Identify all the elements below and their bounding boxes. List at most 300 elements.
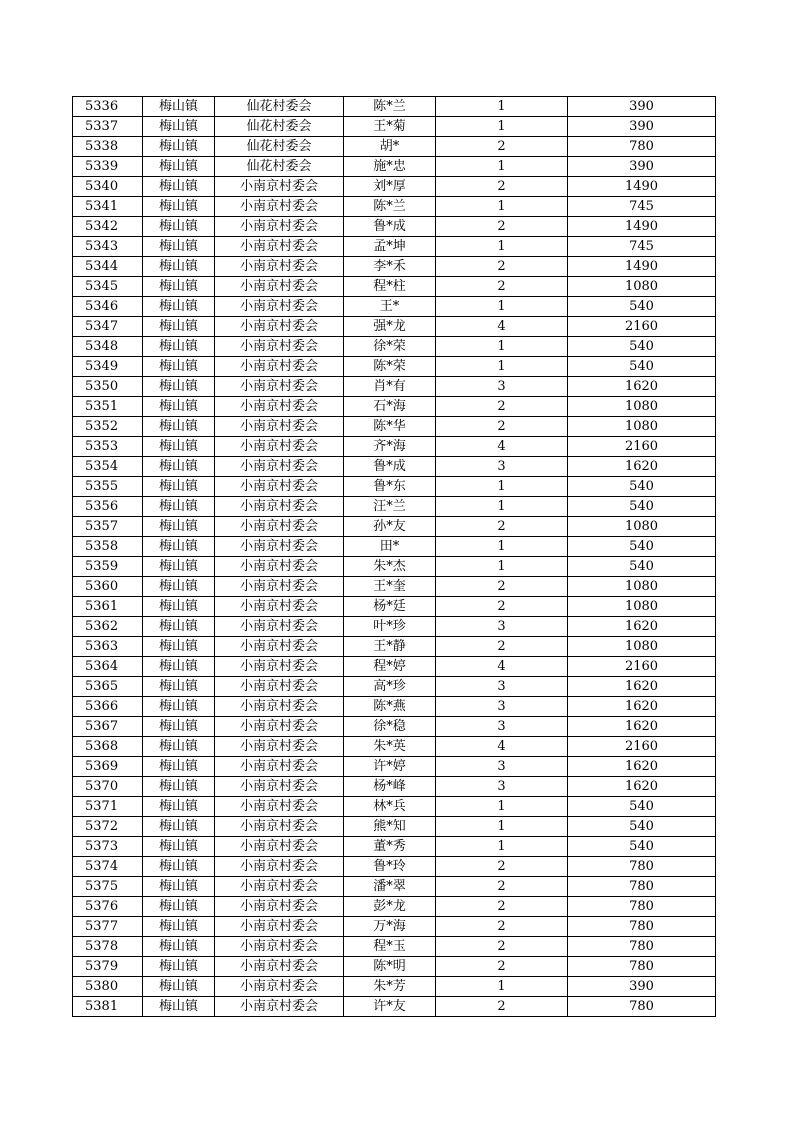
amount-cell: 2160 <box>568 317 716 337</box>
amount-cell: 2160 <box>568 437 716 457</box>
name-cell: 陈*明 <box>344 957 436 977</box>
household-count-cell: 2 <box>436 997 568 1017</box>
table-row <box>73 737 716 757</box>
village-committee-cell: 小南京村委会 <box>215 937 344 957</box>
town-cell: 梅山镇 <box>143 657 215 677</box>
village-committee-cell: 小南京村委会 <box>215 377 344 397</box>
town-cell: 梅山镇 <box>143 297 215 317</box>
name-cell: 程*玉 <box>344 937 436 957</box>
household-count-cell: 4 <box>436 317 568 337</box>
row-number-cell: 5340 <box>73 177 143 197</box>
village-committee-cell: 仙花村委会 <box>215 157 344 177</box>
amount-cell: 540 <box>568 337 716 357</box>
table-row <box>73 857 716 877</box>
village-committee-cell: 小南京村委会 <box>215 257 344 277</box>
town-cell: 梅山镇 <box>143 217 215 237</box>
village-committee-cell: 小南京村委会 <box>215 897 344 917</box>
table-row <box>73 437 716 457</box>
town-cell: 梅山镇 <box>143 417 215 437</box>
town-cell: 梅山镇 <box>143 377 215 397</box>
row-number-cell: 5354 <box>73 457 143 477</box>
village-committee-cell: 小南京村委会 <box>215 877 344 897</box>
row-number-cell: 5341 <box>73 197 143 217</box>
table-row <box>73 397 716 417</box>
table-row <box>73 777 716 797</box>
amount-cell: 780 <box>568 997 716 1017</box>
village-committee-cell: 小南京村委会 <box>215 317 344 337</box>
row-number-cell: 5367 <box>73 717 143 737</box>
village-committee-cell: 仙花村委会 <box>215 97 344 117</box>
name-cell: 叶*珍 <box>344 617 436 637</box>
name-cell: 徐*荣 <box>344 337 436 357</box>
amount-cell: 780 <box>568 957 716 977</box>
name-cell: 陈*华 <box>344 417 436 437</box>
row-number-cell: 5381 <box>73 997 143 1017</box>
village-committee-cell: 仙花村委会 <box>215 137 344 157</box>
name-cell: 熊*知 <box>344 817 436 837</box>
village-committee-cell: 小南京村委会 <box>215 177 344 197</box>
town-cell: 梅山镇 <box>143 257 215 277</box>
village-committee-cell: 小南京村委会 <box>215 617 344 637</box>
household-count-cell: 1 <box>436 297 568 317</box>
table-row <box>73 477 716 497</box>
village-committee-cell: 小南京村委会 <box>215 337 344 357</box>
name-cell: 刘*厚 <box>344 177 436 197</box>
amount-cell: 540 <box>568 557 716 577</box>
row-number-cell: 5362 <box>73 617 143 637</box>
household-count-cell: 3 <box>436 677 568 697</box>
amount-cell: 1080 <box>568 277 716 297</box>
village-committee-cell: 小南京村委会 <box>215 697 344 717</box>
household-count-cell: 1 <box>436 357 568 377</box>
table-row <box>73 497 716 517</box>
table-row <box>73 157 716 177</box>
town-cell: 梅山镇 <box>143 597 215 617</box>
town-cell: 梅山镇 <box>143 437 215 457</box>
town-cell: 梅山镇 <box>143 617 215 637</box>
village-committee-cell: 小南京村委会 <box>215 537 344 557</box>
household-count-cell: 1 <box>436 497 568 517</box>
row-number-cell: 5358 <box>73 537 143 557</box>
village-committee-cell: 小南京村委会 <box>215 677 344 697</box>
row-number-cell: 5339 <box>73 157 143 177</box>
name-cell: 高*珍 <box>344 677 436 697</box>
amount-cell: 780 <box>568 857 716 877</box>
table-row <box>73 597 716 617</box>
row-number-cell: 5372 <box>73 817 143 837</box>
household-count-cell: 4 <box>436 437 568 457</box>
household-count-cell: 1 <box>436 237 568 257</box>
town-cell: 梅山镇 <box>143 817 215 837</box>
table-row <box>73 357 716 377</box>
household-count-cell: 1 <box>436 97 568 117</box>
amount-cell: 1080 <box>568 417 716 437</box>
name-cell: 陈*燕 <box>344 697 436 717</box>
amount-cell: 1620 <box>568 777 716 797</box>
amount-cell: 540 <box>568 797 716 817</box>
household-count-cell: 4 <box>436 657 568 677</box>
data-table <box>72 96 716 1017</box>
name-cell: 孙*友 <box>344 517 436 537</box>
household-count-cell: 2 <box>436 177 568 197</box>
amount-cell: 1620 <box>568 617 716 637</box>
amount-cell: 1490 <box>568 177 716 197</box>
town-cell: 梅山镇 <box>143 97 215 117</box>
town-cell: 梅山镇 <box>143 457 215 477</box>
row-number-cell: 5346 <box>73 297 143 317</box>
town-cell: 梅山镇 <box>143 177 215 197</box>
amount-cell: 390 <box>568 97 716 117</box>
row-number-cell: 5355 <box>73 477 143 497</box>
amount-cell: 540 <box>568 297 716 317</box>
table-row <box>73 277 716 297</box>
row-number-cell: 5378 <box>73 937 143 957</box>
household-count-cell: 2 <box>436 277 568 297</box>
household-count-cell: 3 <box>436 377 568 397</box>
name-cell: 杨*廷 <box>344 597 436 617</box>
household-count-cell: 3 <box>436 777 568 797</box>
town-cell: 梅山镇 <box>143 557 215 577</box>
household-count-cell: 3 <box>436 697 568 717</box>
household-count-cell: 2 <box>436 637 568 657</box>
amount-cell: 540 <box>568 817 716 837</box>
row-number-cell: 5368 <box>73 737 143 757</box>
household-count-cell: 3 <box>436 757 568 777</box>
name-cell: 杨*峰 <box>344 777 436 797</box>
row-number-cell: 5356 <box>73 497 143 517</box>
town-cell: 梅山镇 <box>143 497 215 517</box>
table-row <box>73 897 716 917</box>
village-committee-cell: 小南京村委会 <box>215 737 344 757</box>
household-count-cell: 2 <box>436 917 568 937</box>
amount-cell: 540 <box>568 357 716 377</box>
town-cell: 梅山镇 <box>143 117 215 137</box>
household-count-cell: 2 <box>436 217 568 237</box>
row-number-cell: 5349 <box>73 357 143 377</box>
table-row <box>73 657 716 677</box>
row-number-cell: 5365 <box>73 677 143 697</box>
household-count-cell: 3 <box>436 457 568 477</box>
village-committee-cell: 小南京村委会 <box>215 477 344 497</box>
household-count-cell: 3 <box>436 617 568 637</box>
table-row <box>73 997 716 1017</box>
village-committee-cell: 小南京村委会 <box>215 217 344 237</box>
town-cell: 梅山镇 <box>143 477 215 497</box>
table-row <box>73 137 716 157</box>
table-row <box>73 297 716 317</box>
town-cell: 梅山镇 <box>143 157 215 177</box>
village-committee-cell: 小南京村委会 <box>215 657 344 677</box>
amount-cell: 1490 <box>568 217 716 237</box>
table-row <box>73 457 716 477</box>
town-cell: 梅山镇 <box>143 797 215 817</box>
row-number-cell: 5369 <box>73 757 143 777</box>
table-row <box>73 617 716 637</box>
name-cell: 鲁*成 <box>344 457 436 477</box>
town-cell: 梅山镇 <box>143 957 215 977</box>
table-row <box>73 697 716 717</box>
household-count-cell: 3 <box>436 717 568 737</box>
name-cell: 李*禾 <box>344 257 436 277</box>
table-row <box>73 817 716 837</box>
name-cell: 董*秀 <box>344 837 436 857</box>
table-row <box>73 517 716 537</box>
amount-cell: 540 <box>568 837 716 857</box>
village-committee-cell: 小南京村委会 <box>215 717 344 737</box>
household-count-cell: 1 <box>436 117 568 137</box>
amount-cell: 1620 <box>568 377 716 397</box>
row-number-cell: 5337 <box>73 117 143 137</box>
amount-cell: 780 <box>568 937 716 957</box>
amount-cell: 540 <box>568 477 716 497</box>
table-row <box>73 637 716 657</box>
village-committee-cell: 小南京村委会 <box>215 237 344 257</box>
village-committee-cell: 小南京村委会 <box>215 957 344 977</box>
table-row <box>73 317 716 337</box>
name-cell: 汪*兰 <box>344 497 436 517</box>
table-row <box>73 877 716 897</box>
name-cell: 强*龙 <box>344 317 436 337</box>
row-number-cell: 5371 <box>73 797 143 817</box>
name-cell: 胡* <box>344 137 436 157</box>
name-cell: 王*静 <box>344 637 436 657</box>
table-row <box>73 797 716 817</box>
town-cell: 梅山镇 <box>143 677 215 697</box>
town-cell: 梅山镇 <box>143 637 215 657</box>
town-cell: 梅山镇 <box>143 737 215 757</box>
name-cell: 王*奎 <box>344 577 436 597</box>
town-cell: 梅山镇 <box>143 997 215 1017</box>
town-cell: 梅山镇 <box>143 537 215 557</box>
town-cell: 梅山镇 <box>143 397 215 417</box>
table-row <box>73 837 716 857</box>
amount-cell: 1080 <box>568 637 716 657</box>
amount-cell: 1620 <box>568 757 716 777</box>
name-cell: 田* <box>344 537 436 557</box>
household-count-cell: 2 <box>436 957 568 977</box>
name-cell: 朱*芳 <box>344 977 436 997</box>
village-committee-cell: 小南京村委会 <box>215 777 344 797</box>
row-number-cell: 5352 <box>73 417 143 437</box>
table-row <box>73 577 716 597</box>
town-cell: 梅山镇 <box>143 777 215 797</box>
amount-cell: 390 <box>568 157 716 177</box>
name-cell: 朱*英 <box>344 737 436 757</box>
amount-cell: 1620 <box>568 717 716 737</box>
village-committee-cell: 小南京村委会 <box>215 577 344 597</box>
amount-cell: 780 <box>568 137 716 157</box>
table-row <box>73 417 716 437</box>
name-cell: 程*婷 <box>344 657 436 677</box>
amount-cell: 1080 <box>568 577 716 597</box>
village-committee-cell: 小南京村委会 <box>215 417 344 437</box>
town-cell: 梅山镇 <box>143 977 215 997</box>
table-body <box>73 97 716 1017</box>
row-number-cell: 5344 <box>73 257 143 277</box>
row-number-cell: 5379 <box>73 957 143 977</box>
town-cell: 梅山镇 <box>143 517 215 537</box>
row-number-cell: 5351 <box>73 397 143 417</box>
table-row <box>73 957 716 977</box>
town-cell: 梅山镇 <box>143 837 215 857</box>
household-count-cell: 1 <box>436 537 568 557</box>
name-cell: 石*海 <box>344 397 436 417</box>
amount-cell: 390 <box>568 977 716 997</box>
row-number-cell: 5342 <box>73 217 143 237</box>
name-cell: 朱*杰 <box>344 557 436 577</box>
household-count-cell: 2 <box>436 937 568 957</box>
row-number-cell: 5353 <box>73 437 143 457</box>
village-committee-cell: 小南京村委会 <box>215 797 344 817</box>
row-number-cell: 5363 <box>73 637 143 657</box>
table-row <box>73 257 716 277</box>
table-row <box>73 337 716 357</box>
name-cell: 王* <box>344 297 436 317</box>
row-number-cell: 5374 <box>73 857 143 877</box>
row-number-cell: 5361 <box>73 597 143 617</box>
table-row <box>73 757 716 777</box>
village-committee-cell: 仙花村委会 <box>215 117 344 137</box>
amount-cell: 780 <box>568 877 716 897</box>
household-count-cell: 2 <box>436 857 568 877</box>
village-committee-cell: 小南京村委会 <box>215 857 344 877</box>
row-number-cell: 5376 <box>73 897 143 917</box>
name-cell: 鲁*东 <box>344 477 436 497</box>
name-cell: 万*海 <box>344 917 436 937</box>
town-cell: 梅山镇 <box>143 937 215 957</box>
name-cell: 肖*有 <box>344 377 436 397</box>
village-committee-cell: 小南京村委会 <box>215 817 344 837</box>
household-count-cell: 1 <box>436 817 568 837</box>
name-cell: 彭*龙 <box>344 897 436 917</box>
village-committee-cell: 小南京村委会 <box>215 837 344 857</box>
row-number-cell: 5343 <box>73 237 143 257</box>
household-count-cell: 1 <box>436 797 568 817</box>
name-cell: 徐*稳 <box>344 717 436 737</box>
household-count-cell: 1 <box>436 197 568 217</box>
household-count-cell: 2 <box>436 897 568 917</box>
amount-cell: 745 <box>568 197 716 217</box>
town-cell: 梅山镇 <box>143 697 215 717</box>
row-number-cell: 5377 <box>73 917 143 937</box>
name-cell: 程*柱 <box>344 277 436 297</box>
town-cell: 梅山镇 <box>143 317 215 337</box>
household-count-cell: 2 <box>436 397 568 417</box>
table-row <box>73 117 716 137</box>
village-committee-cell: 小南京村委会 <box>215 757 344 777</box>
name-cell: 陈*兰 <box>344 97 436 117</box>
household-count-cell: 1 <box>436 977 568 997</box>
town-cell: 梅山镇 <box>143 337 215 357</box>
household-count-cell: 2 <box>436 577 568 597</box>
row-number-cell: 5348 <box>73 337 143 357</box>
town-cell: 梅山镇 <box>143 877 215 897</box>
name-cell: 鲁*玲 <box>344 857 436 877</box>
village-committee-cell: 小南京村委会 <box>215 557 344 577</box>
household-count-cell: 2 <box>436 137 568 157</box>
household-count-cell: 1 <box>436 477 568 497</box>
household-count-cell: 1 <box>436 157 568 177</box>
table-row <box>73 917 716 937</box>
amount-cell: 780 <box>568 917 716 937</box>
amount-cell: 1080 <box>568 517 716 537</box>
amount-cell: 1080 <box>568 597 716 617</box>
town-cell: 梅山镇 <box>143 897 215 917</box>
row-number-cell: 5347 <box>73 317 143 337</box>
village-committee-cell: 小南京村委会 <box>215 397 344 417</box>
amount-cell: 745 <box>568 237 716 257</box>
amount-cell: 1620 <box>568 457 716 477</box>
village-committee-cell: 小南京村委会 <box>215 357 344 377</box>
row-number-cell: 5336 <box>73 97 143 117</box>
household-count-cell: 2 <box>436 877 568 897</box>
name-cell: 孟*坤 <box>344 237 436 257</box>
name-cell: 施*忠 <box>344 157 436 177</box>
household-count-cell: 1 <box>436 557 568 577</box>
row-number-cell: 5370 <box>73 777 143 797</box>
name-cell: 陈*兰 <box>344 197 436 217</box>
table-row <box>73 197 716 217</box>
amount-cell: 1620 <box>568 697 716 717</box>
household-count-cell: 2 <box>436 417 568 437</box>
town-cell: 梅山镇 <box>143 577 215 597</box>
village-committee-cell: 小南京村委会 <box>215 497 344 517</box>
table-row <box>73 237 716 257</box>
village-committee-cell: 小南京村委会 <box>215 457 344 477</box>
name-cell: 许*友 <box>344 997 436 1017</box>
town-cell: 梅山镇 <box>143 857 215 877</box>
village-committee-cell: 小南京村委会 <box>215 917 344 937</box>
town-cell: 梅山镇 <box>143 357 215 377</box>
village-committee-cell: 小南京村委会 <box>215 297 344 317</box>
name-cell: 潘*翠 <box>344 877 436 897</box>
town-cell: 梅山镇 <box>143 237 215 257</box>
household-count-cell: 2 <box>436 257 568 277</box>
name-cell: 齐*海 <box>344 437 436 457</box>
town-cell: 梅山镇 <box>143 137 215 157</box>
amount-cell: 390 <box>568 117 716 137</box>
row-number-cell: 5338 <box>73 137 143 157</box>
name-cell: 许*婷 <box>344 757 436 777</box>
row-number-cell: 5360 <box>73 577 143 597</box>
name-cell: 林*兵 <box>344 797 436 817</box>
amount-cell: 2160 <box>568 737 716 757</box>
row-number-cell: 5366 <box>73 697 143 717</box>
table-row <box>73 97 716 117</box>
table-row <box>73 717 716 737</box>
village-committee-cell: 小南京村委会 <box>215 517 344 537</box>
village-committee-cell: 小南京村委会 <box>215 277 344 297</box>
table-row <box>73 377 716 397</box>
row-number-cell: 5345 <box>73 277 143 297</box>
table-row <box>73 557 716 577</box>
amount-cell: 1080 <box>568 397 716 417</box>
household-count-cell: 1 <box>436 337 568 357</box>
amount-cell: 780 <box>568 897 716 917</box>
amount-cell: 1490 <box>568 257 716 277</box>
amount-cell: 540 <box>568 497 716 517</box>
village-committee-cell: 小南京村委会 <box>215 597 344 617</box>
table-row <box>73 217 716 237</box>
village-committee-cell: 小南京村委会 <box>215 997 344 1017</box>
row-number-cell: 5364 <box>73 657 143 677</box>
household-count-cell: 2 <box>436 517 568 537</box>
town-cell: 梅山镇 <box>143 717 215 737</box>
town-cell: 梅山镇 <box>143 917 215 937</box>
name-cell: 王*菊 <box>344 117 436 137</box>
table-row <box>73 677 716 697</box>
amount-cell: 540 <box>568 537 716 557</box>
